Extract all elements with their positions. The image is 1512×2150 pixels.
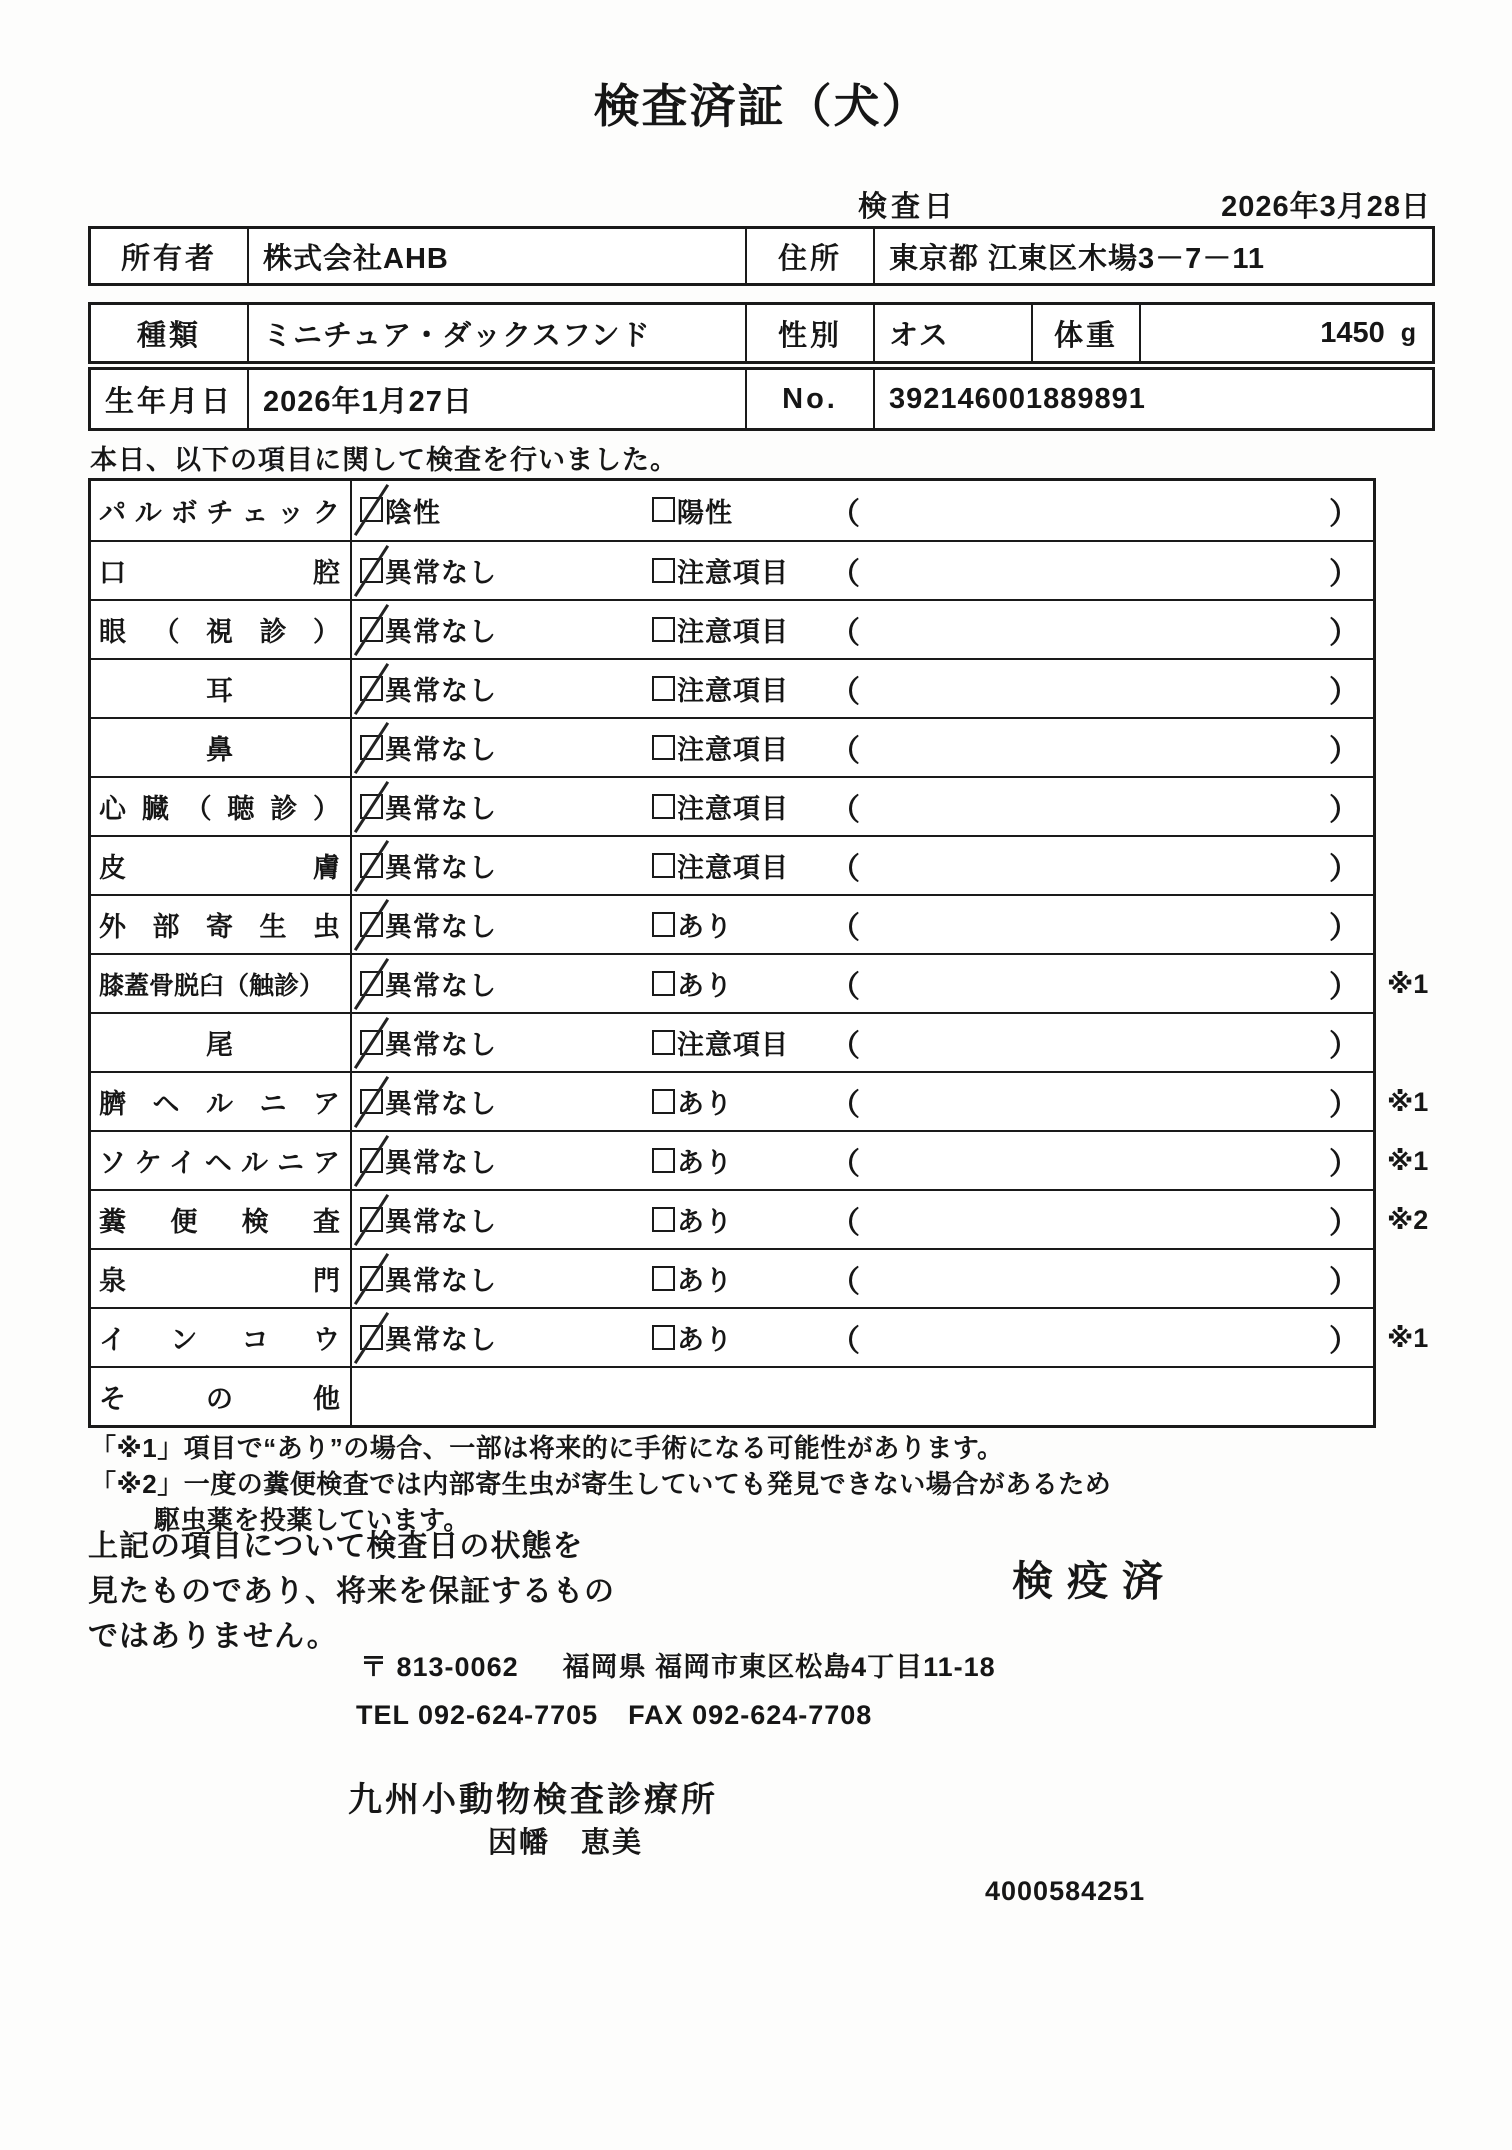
result-option-primary-label: 異常なし — [385, 1089, 497, 1119]
handwritten-check-slash — [354, 604, 389, 656]
table-row — [91, 894, 1373, 953]
exam-item-label: 臍ヘルニア — [91, 1073, 352, 1130]
exam-item-label: 口腔 — [91, 542, 352, 599]
clinic-fax: FAX 092-624-7708 — [628, 1700, 873, 1730]
table-row — [91, 717, 1373, 776]
footnote-ref: ※2 — [1387, 1205, 1429, 1235]
exam-item-label: 鼻 — [91, 719, 352, 776]
intro-text: 本日、以下の項目に関して検査を行いました。 — [90, 445, 678, 475]
remark-paren-close: ） — [1329, 675, 1359, 709]
exam-item-label: ソケイヘルニア — [91, 1132, 352, 1189]
birth-value: 2026年1月27日 — [249, 370, 747, 428]
exam-item-options — [352, 896, 1373, 953]
result-checkbox-primary — [360, 794, 383, 819]
result-option-primary-label: 異常なし — [385, 558, 497, 588]
exam-item-options — [352, 1368, 1373, 1425]
inspection-date-value: 2026年3月28日 — [1221, 191, 1431, 223]
owner-table — [88, 226, 1435, 286]
weight-unit: g — [1400, 318, 1416, 347]
result-checkbox-secondary — [652, 1266, 675, 1291]
result-option-primary-label: 異常なし — [385, 853, 497, 883]
result-option-secondary-label: あり — [677, 912, 733, 942]
result-checkbox-secondary — [652, 912, 675, 937]
result-checkbox-primary — [360, 1325, 383, 1350]
no-label: No. — [747, 370, 875, 428]
result-checkbox-secondary — [652, 794, 675, 819]
result-checkbox-primary — [360, 1148, 383, 1173]
remark-paren-close: ） — [1329, 793, 1359, 827]
footnote-ref: ※1 — [1387, 1323, 1429, 1353]
table-row — [91, 1248, 1373, 1307]
remark-paren-open: （ — [830, 734, 860, 768]
exam-item-label: 膝蓋骨脱臼（触診） — [91, 955, 352, 1012]
result-checkbox-primary — [360, 1266, 383, 1291]
exam-item-options — [352, 1309, 1373, 1366]
exam-item-label: 泉門 — [91, 1250, 352, 1307]
result-checkbox-primary — [360, 1030, 383, 1055]
footnote-2-continued: 駆虫薬を投薬しています。 — [154, 1505, 470, 1535]
sex-value: オス — [875, 305, 1033, 361]
exam-item-label: その他 — [91, 1368, 352, 1425]
breed-value: ミニチュア・ダックスフンド — [249, 305, 747, 361]
remark-paren-close: ） — [1329, 1088, 1359, 1122]
result-option-primary-label: 異常なし — [385, 617, 497, 647]
exam-item-options — [352, 1014, 1373, 1071]
remark-paren-close: ） — [1329, 1324, 1359, 1358]
table-row — [91, 1189, 1429, 1248]
handwritten-check-slash — [354, 840, 389, 892]
disclaimer-line-1: 上記の項目について検査日の状態を — [88, 1530, 584, 1563]
result-checkbox-secondary — [652, 853, 675, 878]
handwritten-check-slash — [354, 1253, 389, 1305]
handwritten-check-slash — [354, 1017, 389, 1069]
remark-paren-open: （ — [830, 911, 860, 945]
table-row — [91, 1012, 1373, 1071]
footnotes — [90, 1430, 1111, 1538]
footnote-ref: ※1 — [1387, 1087, 1429, 1117]
result-option-primary-label: 異常なし — [385, 676, 497, 706]
result-option-primary-label: 異常なし — [385, 1148, 497, 1178]
table-row — [91, 1071, 1429, 1130]
table-row — [91, 1366, 1373, 1425]
exam-item-label: 外部寄生虫 — [91, 896, 352, 953]
handwritten-check-slash — [354, 781, 389, 833]
result-option-secondary-label: 注意項目 — [677, 853, 789, 883]
table-row — [91, 776, 1373, 835]
exam-item-options — [352, 481, 1373, 540]
exam-item-options — [352, 1191, 1373, 1248]
result-option-primary-label: 異常なし — [385, 1325, 497, 1355]
handwritten-check-slash — [354, 1194, 389, 1246]
footnote-ref: ※1 — [1387, 969, 1429, 999]
remark-paren-open: （ — [830, 1088, 860, 1122]
remark-paren-close: ） — [1329, 734, 1359, 768]
birth-label: 生年月日 — [91, 370, 249, 428]
weight-label: 体重 — [1033, 305, 1141, 361]
result-checkbox-primary — [360, 853, 383, 878]
weight-value: 1450 g — [1320, 316, 1416, 349]
table-row — [91, 481, 1373, 540]
footnote-1: 「※1」項目で“あり”の場合、一部は将来的に手術になる可能性があります。 — [90, 1433, 1004, 1463]
remark-paren-close: ） — [1329, 497, 1359, 531]
result-option-secondary-label: 注意項目 — [677, 794, 789, 824]
exam-item-label: 糞便検査 — [91, 1191, 352, 1248]
exam-item-options — [352, 1250, 1373, 1307]
exam-item-options — [352, 660, 1373, 717]
result-option-secondary-label: あり — [677, 1207, 733, 1237]
handwritten-check-slash — [354, 899, 389, 951]
result-checkbox-primary — [360, 676, 383, 701]
doctor-name: 因幡 恵美 — [488, 1827, 644, 1859]
result-option-secondary-label: あり — [677, 1266, 733, 1296]
exam-item-label: 耳 — [91, 660, 352, 717]
clinic-address: 福岡県 福岡市東区松島4丁目11-18 — [562, 1652, 996, 1682]
exam-item-label: 眼（視診） — [91, 601, 352, 658]
table-row — [91, 835, 1373, 894]
remark-paren-open: （ — [830, 1029, 860, 1063]
result-option-primary-label: 異常なし — [385, 912, 497, 942]
remark-paren-close: ） — [1329, 1265, 1359, 1299]
inspection-date-row — [88, 184, 1435, 223]
remark-paren-close: ） — [1329, 616, 1359, 650]
check-table — [88, 478, 1429, 1428]
disclaimer-statement — [88, 1524, 615, 1659]
handwritten-check-slash — [354, 545, 389, 597]
remark-paren-open: （ — [830, 1147, 860, 1181]
handwritten-check-slash — [354, 722, 389, 774]
result-checkbox-primary — [360, 558, 383, 583]
result-checkbox-secondary — [652, 1325, 675, 1350]
result-option-primary-label: 異常なし — [385, 1030, 497, 1060]
result-option-secondary-label: あり — [677, 1325, 733, 1355]
sex-label: 性別 — [747, 305, 875, 361]
result-option-primary-label: 陰性 — [385, 498, 441, 528]
remark-paren-open: （ — [830, 497, 860, 531]
address-value: 東京都 江東区木場3－7－11 — [889, 242, 1265, 275]
serial-number: 4000584251 — [985, 1876, 1146, 1906]
address-label: 住所 — [747, 229, 875, 283]
result-option-secondary-label: あり — [677, 971, 733, 1001]
exam-item-label: パルボチェック — [91, 481, 352, 540]
owner-label: 所有者 — [91, 229, 249, 283]
exam-item-options — [352, 1073, 1373, 1130]
handwritten-check-slash — [354, 1312, 389, 1364]
table-row — [91, 1307, 1429, 1366]
remark-paren-open: （ — [830, 675, 860, 709]
result-checkbox-secondary — [652, 1030, 675, 1055]
result-checkbox-primary — [360, 912, 383, 937]
result-option-secondary-label: 注意項目 — [677, 1030, 789, 1060]
exam-item-label: 心臓（聴診） — [91, 778, 352, 835]
exam-item-label: 尾 — [91, 1014, 352, 1071]
result-checkbox-secondary — [652, 617, 675, 642]
owner-value: 株式会社AHB — [249, 229, 747, 283]
page-title: 検査済証（犬） — [593, 80, 930, 132]
result-option-primary-label: 異常なし — [385, 794, 497, 824]
result-checkbox-secondary — [652, 735, 675, 760]
birth-table — [88, 367, 1435, 431]
remark-paren-close: ） — [1329, 911, 1359, 945]
result-checkbox-primary — [360, 617, 383, 642]
no-value: 392146001889891 — [889, 382, 1146, 415]
result-checkbox-primary — [360, 1089, 383, 1114]
clinic-postal-address — [360, 1645, 996, 1684]
result-option-secondary-label: あり — [677, 1089, 733, 1119]
result-option-primary-label: 異常なし — [385, 1266, 497, 1296]
result-checkbox-secondary — [652, 497, 675, 522]
result-option-secondary-label: 注意項目 — [677, 558, 789, 588]
clinic-postal: 〒 813-0062 — [360, 1652, 519, 1682]
table-row — [91, 658, 1373, 717]
result-option-secondary-label: 注意項目 — [677, 617, 789, 647]
table-row — [91, 1130, 1429, 1189]
exam-item-options — [352, 837, 1373, 894]
disclaimer-line-2: 見たものであり、将来を保証するもの — [88, 1575, 615, 1608]
clinic-name: 九州小動物検査診療所 — [348, 1781, 718, 1819]
remark-paren-close: ） — [1329, 1147, 1359, 1181]
result-checkbox-secondary — [652, 1089, 675, 1114]
pet-table — [88, 302, 1435, 364]
result-checkbox-primary — [360, 497, 383, 522]
result-checkbox-primary — [360, 971, 383, 996]
exam-item-options — [352, 542, 1373, 599]
result-option-primary-label: 異常なし — [385, 971, 497, 1001]
result-option-secondary-label: 注意項目 — [677, 676, 789, 706]
inspection-date-label: 検査日 — [858, 191, 958, 223]
footnote-ref: ※1 — [1387, 1146, 1429, 1176]
remark-paren-open: （ — [830, 1324, 860, 1358]
exam-item-label: インコウ — [91, 1309, 352, 1366]
clinic-tel: TEL 092-624-7705 — [356, 1700, 599, 1730]
remark-paren-close: ） — [1329, 1206, 1359, 1240]
handwritten-check-slash — [354, 663, 389, 715]
clinic-phone-line — [356, 1700, 872, 1731]
remark-paren-open: （ — [830, 1206, 860, 1240]
remark-paren-close: ） — [1329, 1029, 1359, 1063]
result-checkbox-secondary — [652, 676, 675, 701]
remark-paren-close: ） — [1329, 852, 1359, 886]
remark-paren-open: （ — [830, 1265, 860, 1299]
remark-paren-open: （ — [830, 793, 860, 827]
disclaimer-line-3: ではありません。 — [88, 1620, 338, 1653]
remark-paren-open: （ — [830, 970, 860, 1004]
exam-item-options — [352, 1132, 1373, 1189]
result-option-secondary-label: 陽性 — [677, 498, 733, 528]
result-checkbox-secondary — [652, 1207, 675, 1232]
result-checkbox-primary — [360, 1207, 383, 1232]
result-checkbox-secondary — [652, 1148, 675, 1173]
table-row — [91, 599, 1373, 658]
result-option-secondary-label: あり — [677, 1148, 733, 1178]
exam-item-options — [352, 719, 1373, 776]
remark-paren-close: ） — [1329, 557, 1359, 591]
handwritten-check-slash — [354, 1076, 389, 1128]
remark-paren-open: （ — [830, 557, 860, 591]
exam-item-options — [352, 601, 1373, 658]
result-option-primary-label: 異常なし — [385, 1207, 497, 1237]
quarantine-stamp: 検疫済 — [1012, 1558, 1177, 1604]
remark-paren-open: （ — [830, 852, 860, 886]
result-checkbox-secondary — [652, 971, 675, 996]
handwritten-check-slash — [354, 1135, 389, 1187]
handwritten-check-slash — [354, 484, 389, 536]
remark-paren-open: （ — [830, 616, 860, 650]
remark-paren-close: ） — [1329, 970, 1359, 1004]
handwritten-check-slash — [354, 958, 389, 1010]
result-checkbox-secondary — [652, 558, 675, 583]
result-option-primary-label: 異常なし — [385, 735, 497, 765]
exam-item-label: 皮膚 — [91, 837, 352, 894]
result-option-secondary-label: 注意項目 — [677, 735, 789, 765]
footnote-2: 「※2」一度の糞便検査では内部寄生虫が寄生していても発見できない場合があるため — [90, 1469, 1112, 1499]
table-row — [91, 540, 1373, 599]
table-row — [91, 953, 1429, 1012]
breed-label: 種類 — [91, 305, 249, 361]
exam-item-options — [352, 778, 1373, 835]
exam-item-options — [352, 955, 1373, 1012]
result-checkbox-primary — [360, 735, 383, 760]
